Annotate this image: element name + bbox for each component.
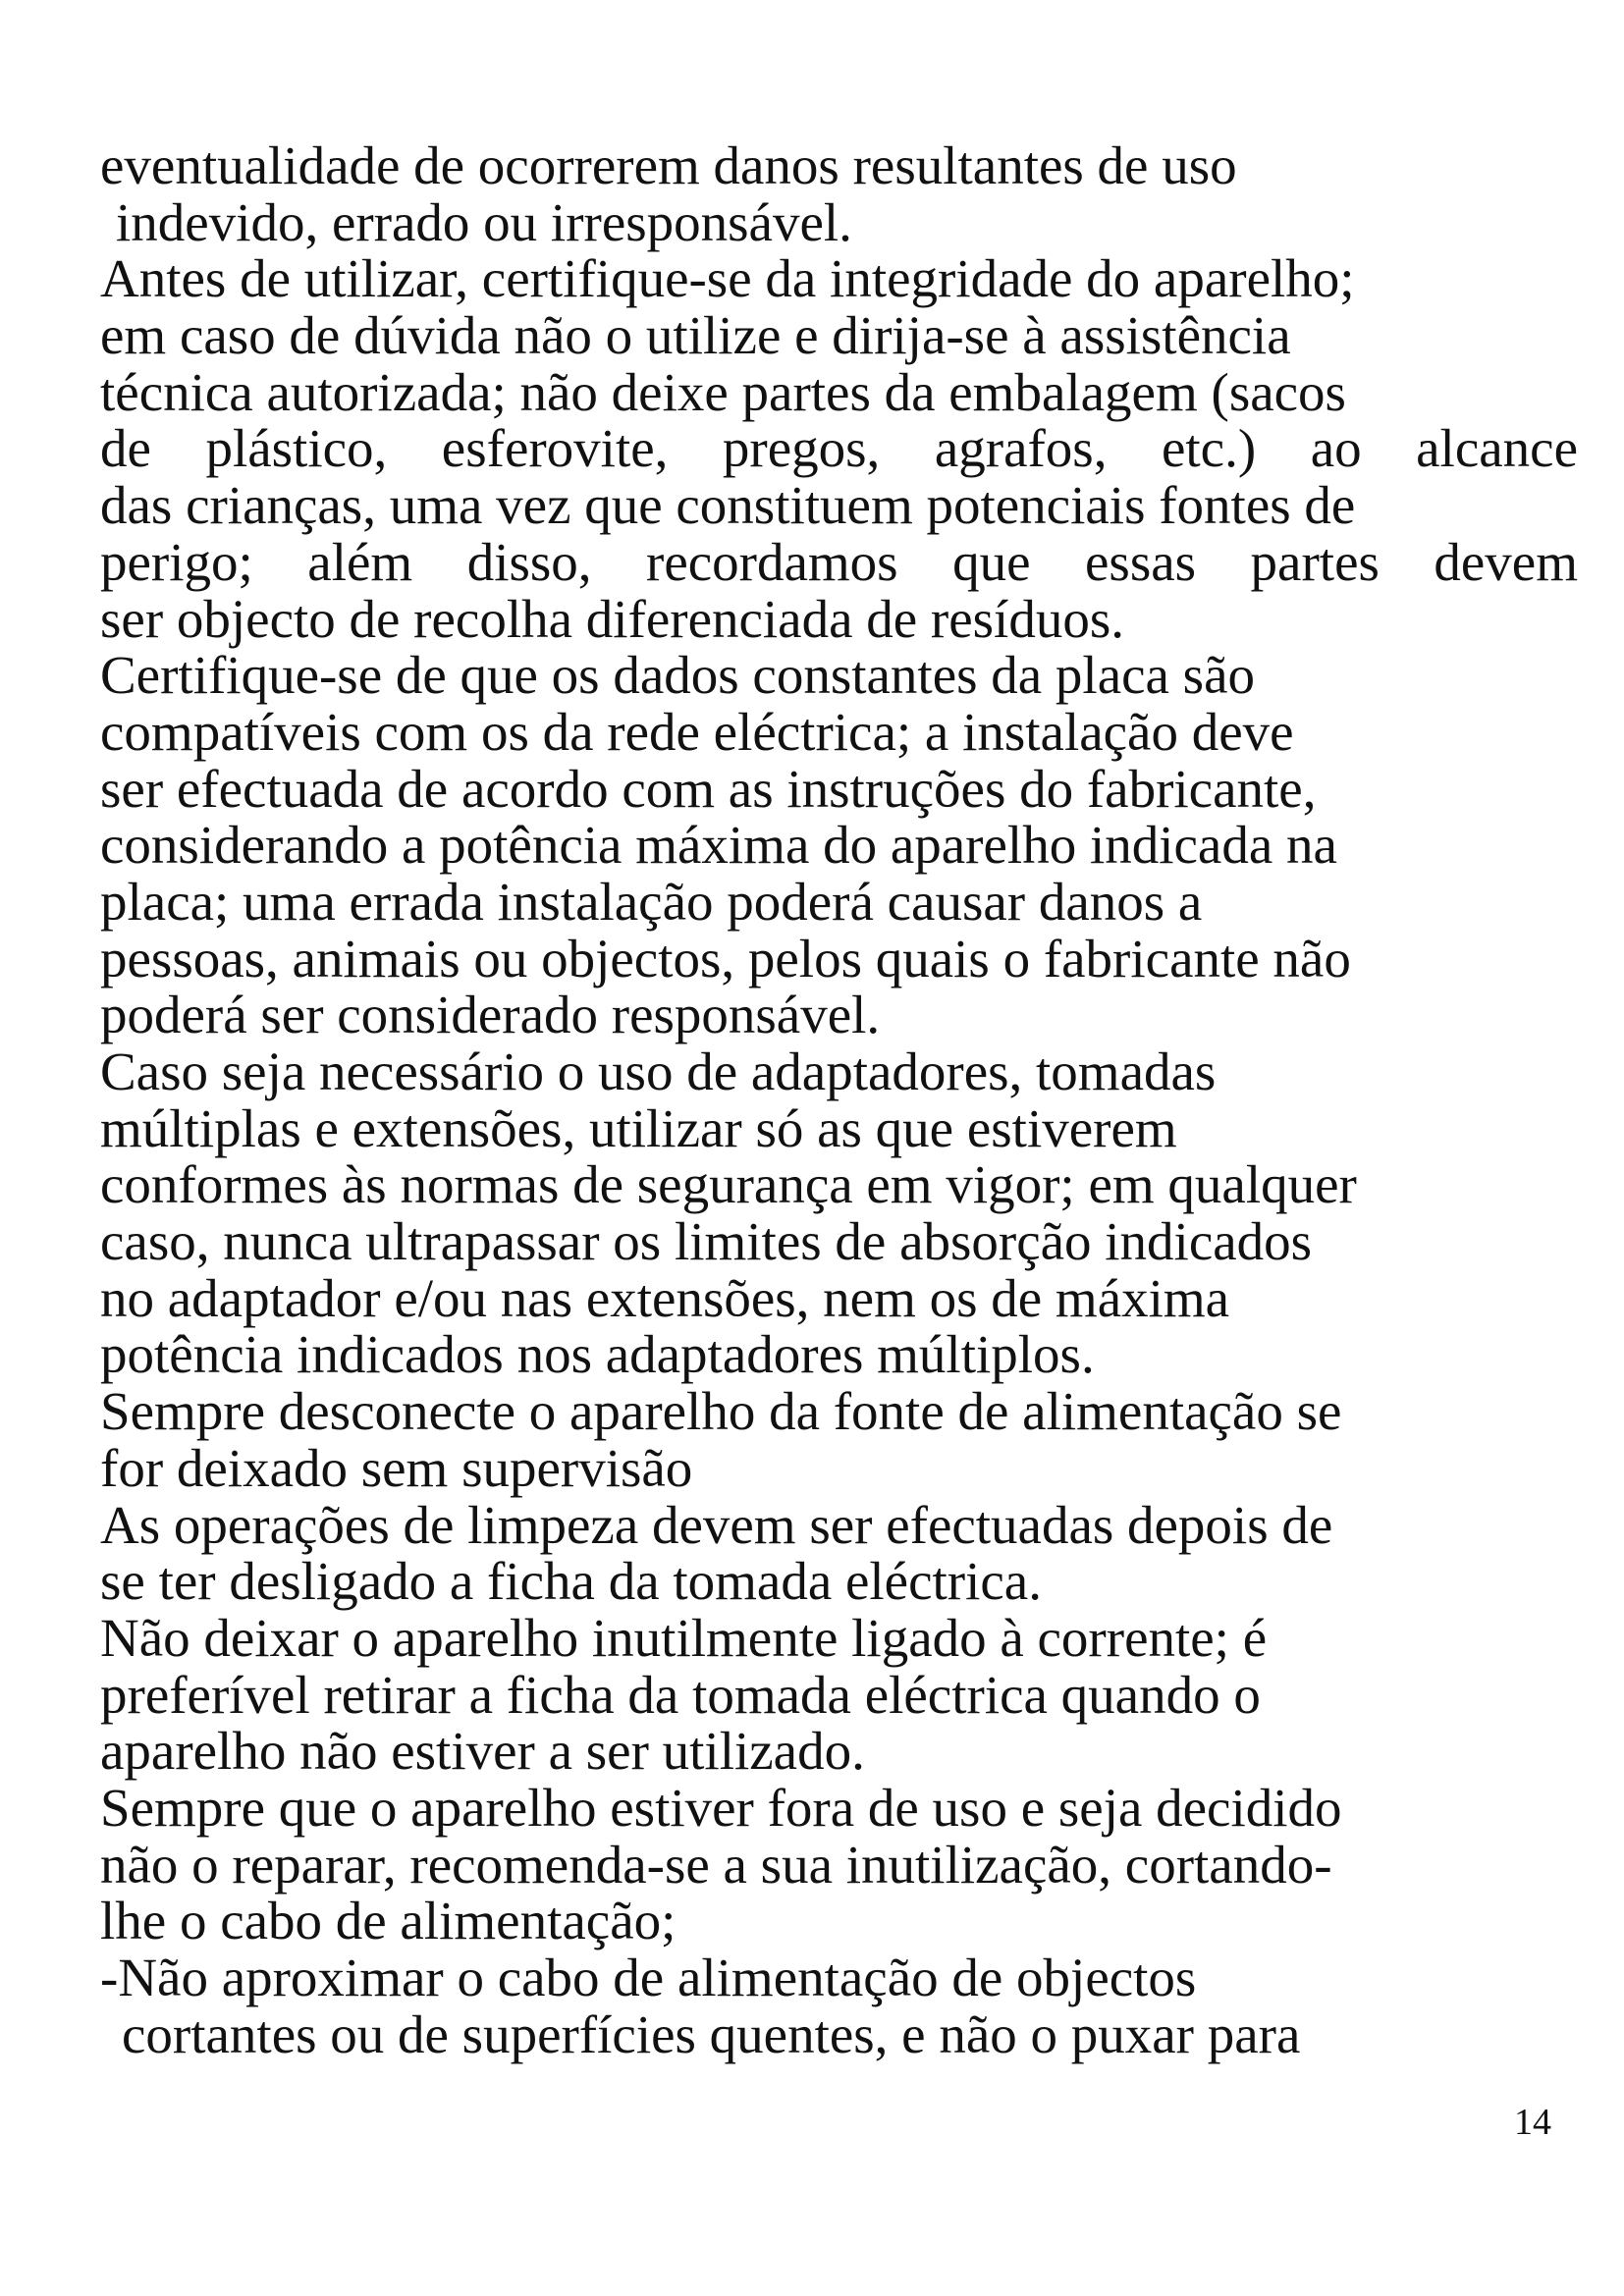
text-line: ser efectuada de acordo com as instruções do fabricante, (100, 758, 1317, 819)
page-number: 14 (1514, 2102, 1551, 2143)
text-line: for deixado sem supervisão (100, 1437, 693, 1498)
text-line: As operações de limpeza devem ser efectuadas depois de (100, 1494, 1333, 1555)
body-text (100, 137, 1578, 2062)
text-line: Antes de utilizar, certifique-se da integridade do aparelho; (100, 248, 1355, 309)
text-line: pessoas, animais ou objectos, pelos quais o fabricante não (100, 928, 1351, 988)
text-line: caso, nunca ultrapassar os limites de absorção indicados (100, 1211, 1313, 1272)
text-line: ser objecto de recolha diferenciada de resíduos. (100, 588, 1124, 649)
text-line: técnica autorizada; não deixe partes da embalagem (sacos (100, 361, 1346, 422)
text-line: eventualidade de ocorrerem danos resultantes de uso (100, 135, 1237, 195)
text-line: aparelho não estiver a ser utilizado. (100, 1721, 865, 1782)
text-line: lhe o cabo de alimentação; (100, 1891, 677, 1951)
text-line: placa; uma errada instalação poderá causar danos a (100, 871, 1203, 932)
text-line: indevido, errado ou irresponsável. (116, 191, 852, 252)
text-line: compatíveis com os da rede eléctrica; a instalação deve (100, 701, 1294, 762)
text-line: no adaptador e/ou nas extensões, nem os de máxima (100, 1267, 1230, 1328)
text-line: não o reparar, recomenda-se a sua inutilização, cortando- (100, 1834, 1332, 1895)
text-line: múltiplas e extensões, utilizar só as que estiverem (100, 1097, 1177, 1158)
text-line: Não deixar o aparelho inutilmente ligado à corrente; é (100, 1607, 1268, 1668)
text-line: em caso de dúvida não o utilize e dirija-se à assistência (100, 305, 1291, 366)
text-line: Certifique-se de que os dados constantes da placa são (100, 645, 1256, 706)
text-line: Caso seja necessário o uso de adaptadores, tomadas (100, 1041, 1217, 1101)
text-line: das crianças, uma vez que constituem potenciais fontes de (100, 475, 1356, 536)
text-line: de plástico, esferovite, pregos, agrafos, etc.) ao alcance (100, 418, 1578, 479)
text-line: potência indicados nos adaptadores múltiplos. (100, 1324, 1095, 1385)
text-line: -Não aproximar o cabo de alimentação de objectos (100, 1948, 1197, 2007)
text-line: conformes às normas de segurança em vigor; em qualquer (100, 1154, 1357, 1215)
text-line: considerando a potência máxima do aparelho indicada na (100, 815, 1337, 876)
text-line: cortantes ou de superfícies quentes, e não o puxar para (122, 2003, 1301, 2064)
text-line: preferível retirar a ficha da tomada eléctrica quando o (100, 1664, 1261, 1725)
text-line: poderá ser considerado responsável. (100, 985, 881, 1045)
text-line: se ter desligado a ficha da tomada eléctrica. (100, 1551, 1042, 1612)
text-line: Sempre que o aparelho estiver fora de uso e seja decidido (100, 1777, 1342, 1838)
text-line: Sempre desconecte o aparelho da fonte de alimentação se (100, 1381, 1342, 1442)
text-line: perigo; além disso, recordamos que essas partes devem (100, 531, 1578, 592)
